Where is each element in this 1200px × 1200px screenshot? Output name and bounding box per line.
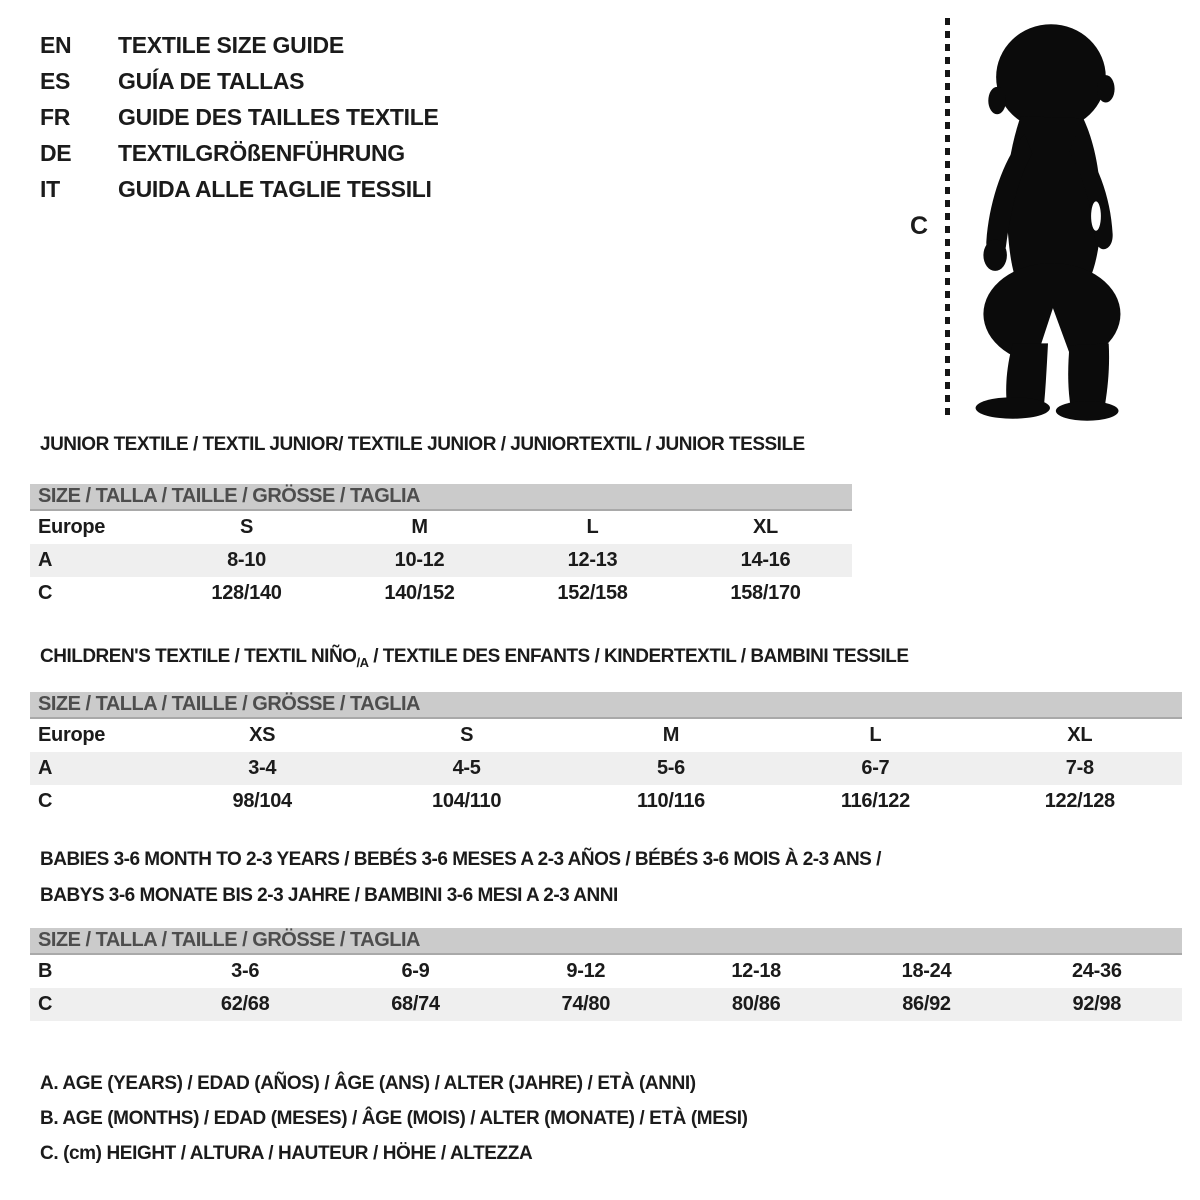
legend-line-b: B. AGE (MONTHS) / EDAD (MESES) / ÂGE (MOIS) / ALTER (MONATE) / ETÀ (MESI) [40, 1107, 748, 1129]
children-title-pre: CHILDREN'S TEXTILE / TEXTIL NIÑO [40, 646, 357, 667]
children-europe-m: M [662, 724, 680, 746]
junior-height-label: C [38, 582, 53, 604]
junior-europe-label: Europe [38, 516, 106, 538]
babies-height-1: 62/68 [220, 993, 270, 1015]
babies-months-4: 12-18 [731, 960, 781, 982]
children-section-title [40, 646, 909, 670]
babies-section-title [40, 842, 881, 914]
babies-row-height [30, 988, 1182, 1021]
children-title-post: / TEXTILE DES ENFANTS / KINDERTEXTIL / BAMBINI TESSILE [368, 646, 909, 667]
junior-age-m: 10-12 [394, 549, 445, 571]
language-label-it: GUIDA ALLE TAGLIE TESSILI [118, 175, 432, 202]
babies-height-3: 74/80 [561, 993, 611, 1015]
children-table-size-header: SIZE / TALLA / TAILLE / GRÖSSE / TAGLIA [30, 692, 1182, 719]
language-code-it: IT [40, 175, 60, 202]
language-list [40, 27, 439, 207]
babies-table-size-header: SIZE / TALLA / TAILLE / GRÖSSE / TAGLIA [30, 928, 1182, 955]
junior-height-s: 128/140 [211, 582, 282, 604]
junior-height-l: 152/158 [557, 582, 628, 604]
babies-months-3: 9-12 [566, 960, 606, 982]
language-label-en: TEXTILE SIZE GUIDE [118, 31, 344, 58]
children-europe-s: S [460, 724, 474, 746]
language-code-en: EN [40, 31, 72, 58]
language-code-de: DE [40, 139, 72, 166]
children-row-height [30, 785, 1182, 818]
babies-row-months [30, 955, 1182, 988]
language-code-es: ES [40, 67, 71, 94]
children-age-l: 6-7 [861, 757, 890, 779]
junior-size-table [30, 484, 852, 610]
junior-row-europe [30, 511, 852, 544]
height-measure-dashed-line [945, 18, 950, 418]
junior-table-size-header: SIZE / TALLA / TAILLE / GRÖSSE / TAGLIA [30, 484, 852, 511]
babies-months-label: B [38, 960, 53, 982]
babies-height-6: 92/98 [1072, 993, 1122, 1015]
babies-title-line2: BABYS 3-6 MONATE BIS 2-3 JAHRE / BAMBINI 3-6 MESI A 2-3 ANNI [40, 885, 618, 906]
height-measure-label: C [910, 212, 929, 240]
junior-height-m: 140/152 [384, 582, 455, 604]
language-row-es [40, 63, 439, 99]
children-title-subscript: /A [356, 654, 369, 670]
junior-europe-s: S [239, 516, 254, 538]
babies-months-1: 3-6 [231, 960, 260, 982]
children-europe-label: Europe [38, 724, 106, 746]
language-code-fr: FR [40, 103, 71, 130]
children-size-table [30, 692, 1182, 818]
children-row-age [30, 752, 1182, 785]
junior-age-l: 12-13 [567, 549, 618, 571]
children-europe-l: L [869, 724, 882, 746]
junior-europe-l: L [586, 516, 599, 538]
children-row-europe [30, 719, 1182, 752]
babies-height-5: 86/92 [902, 993, 951, 1015]
language-label-de: TEXTILGRÖßENFÜHRUNG [118, 139, 405, 166]
children-height-xl: 122/128 [1044, 790, 1115, 812]
language-row-fr [40, 99, 439, 135]
children-height-xs: 98/104 [232, 790, 292, 812]
children-age-label: A [38, 757, 53, 779]
children-height-l: 116/122 [840, 790, 910, 812]
children-age-xl: 7-8 [1065, 757, 1094, 779]
junior-age-label: A [38, 549, 53, 571]
children-height-s: 104/110 [432, 790, 502, 812]
toddler-silhouette-icon [956, 20, 1142, 422]
junior-europe-xl: XL [753, 516, 778, 538]
language-row-it [40, 171, 439, 207]
legend-line-a: A. AGE (YEARS) / EDAD (AÑOS) / ÂGE (ANS) / ALTER (JAHRE) / ETÀ (ANNI) [40, 1072, 696, 1094]
babies-size-table [30, 928, 1182, 1021]
children-age-xs: 3-4 [248, 757, 277, 779]
language-label-es: GUÍA DE TALLAS [118, 67, 305, 94]
children-age-s: 4-5 [452, 757, 481, 779]
junior-height-xl: 158/170 [730, 582, 801, 604]
junior-age-xl: 14-16 [740, 549, 791, 571]
children-age-m: 5-6 [656, 757, 685, 779]
junior-row-age [30, 544, 852, 577]
language-row-de [40, 135, 439, 171]
babies-title-line1: BABIES 3-6 MONTH TO 2-3 YEARS / BEBÉS 3-6 MESES A 2-3 AÑOS / BÉBÉS 3-6 MOIS À 2-3 ANS / [40, 849, 881, 870]
children-europe-xs: XS [249, 724, 276, 746]
babies-height-4: 80/86 [731, 993, 781, 1015]
babies-months-6: 24-36 [1071, 960, 1122, 982]
children-europe-xl: XL [1067, 724, 1093, 746]
language-row-en [40, 27, 439, 63]
junior-section-title: JUNIOR TEXTILE / TEXTIL JUNIOR/ TEXTILE JUNIOR / JUNIORTEXTIL / JUNIOR TESSILE [40, 434, 805, 455]
junior-age-s: 8-10 [227, 549, 266, 571]
legend-line-c: C. (cm) HEIGHT / ALTURA / HAUTEUR / HÖHE / ALTEZZA [40, 1142, 533, 1164]
legend [40, 1066, 748, 1171]
children-height-label: C [38, 790, 53, 812]
babies-months-5: 18-24 [901, 960, 952, 982]
babies-height-2: 68/74 [391, 993, 440, 1015]
babies-height-label: C [38, 993, 53, 1015]
language-label-fr: GUIDE DES TAILLES TEXTILE [118, 103, 439, 130]
junior-row-height [30, 577, 852, 610]
babies-months-2: 6-9 [401, 960, 430, 982]
junior-europe-m: M [411, 516, 428, 538]
children-height-m: 110/116 [636, 790, 705, 812]
